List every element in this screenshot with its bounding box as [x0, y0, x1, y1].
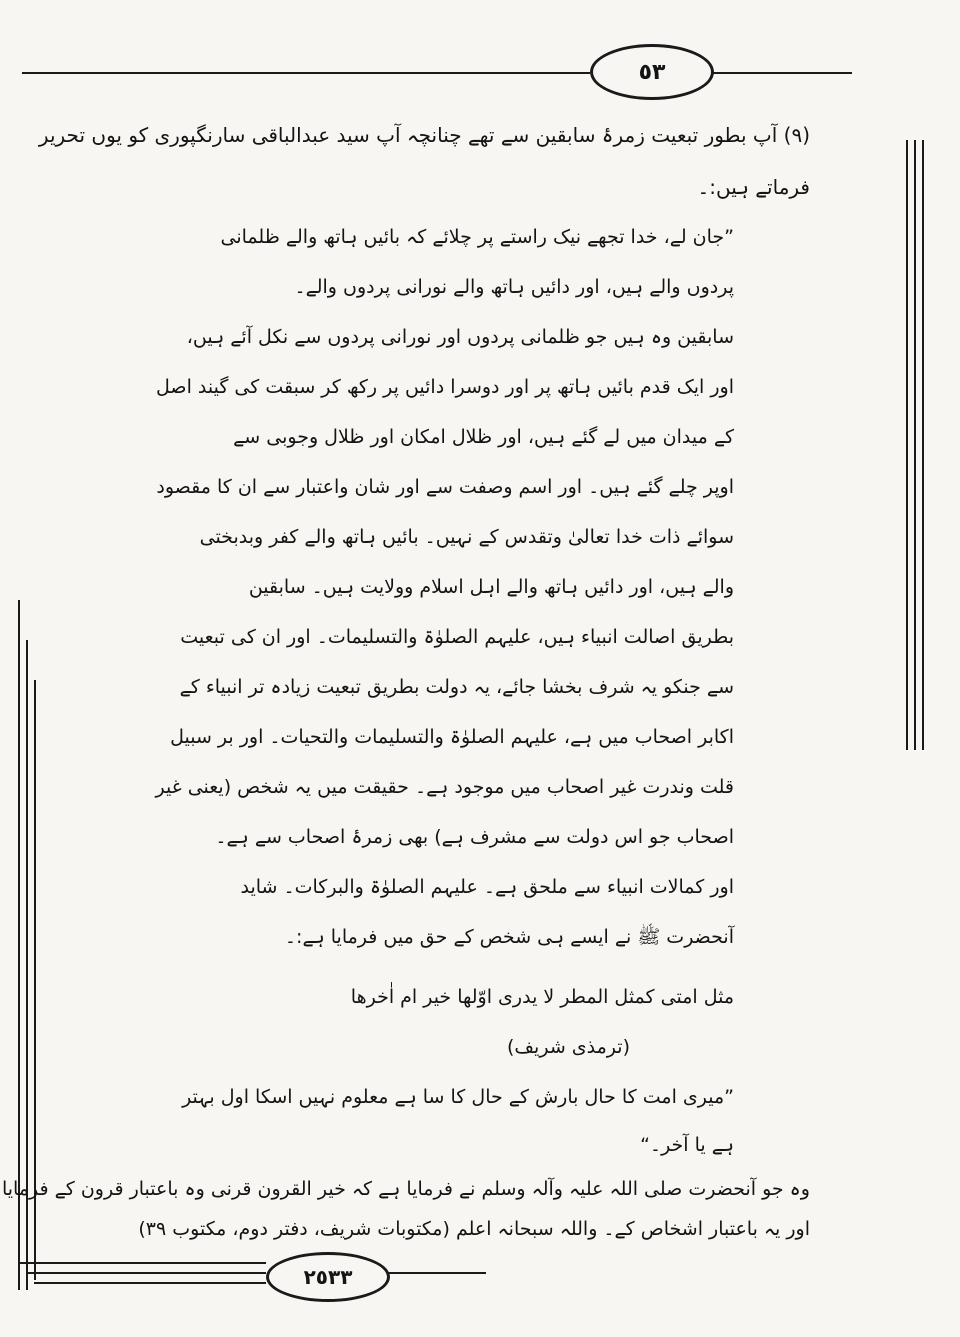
bottom-border-line-1: [18, 1262, 266, 1264]
quote-line: ”جان لے، خدا تجھے نیک راستے پر چلائے کہ بائیں ہاتھ والے ظلمانی: [220, 226, 734, 248]
bottom-border-line-right: [386, 1272, 486, 1274]
quote-line: والے ہیں، اور دائیں ہاتھ والے اہل اسلام وولایت ہیں۔ سابقین: [248, 576, 734, 598]
top-page-number-text: ٥٣: [638, 59, 666, 85]
quote-line: سے جنکو یہ شرف بخشا جائے، یہ دولت بطریق تبعیت زیادہ تر انبیاء کے: [179, 676, 734, 698]
top-border-line: [22, 72, 590, 74]
quote-line: اوپر چلے گئے ہیں۔ اور اسم وصفت سے اور شان واعتبار سے ان کا مقصود: [156, 476, 734, 498]
intro-line: (٩) آپ بطور تبعیت زمرۂ سابقین سے تھے چنانچہ آپ سید عبدالباقی سارنگپوری کو یوں تحریر: [38, 123, 810, 147]
quote-line: اکابر اصحاب میں ہے، علیہم الصلوٰۃ والتسلیمات والتحیات۔ اور بر سبیل: [170, 726, 734, 748]
bottom-page-number: [266, 1252, 390, 1302]
quote-line: سابقین وہ ہیں جو ظلمانی پردوں اور نورانی پردوں سے نکل آئے ہیں،: [186, 326, 734, 348]
bottom-border-line-3: [34, 1282, 266, 1284]
intro-line: فرماتے ہیں:۔: [697, 175, 810, 199]
quote-line: اصحاب جو اس دولت سے مشرف ہے) بھی زمرۂ اصحاب سے ہے۔: [215, 826, 734, 848]
quote-line: سوائے ذات خدا تعالیٰ وتقدس کے نہیں۔ بائیں ہاتھ والے کفر وبدبختی: [199, 526, 734, 548]
quote-line: قلت وندرت غیر اصحاب میں موجود ہے۔ حقیقت میں یہ شخص (یعنی غیر: [155, 776, 734, 798]
top-border-line-right: [712, 72, 852, 74]
conclusion-line: اور یہ باعتبار اشخاص کے۔ واللہ سبحانہ اعلم (مکتوبات شریف، دفتر دوم، مکتوب ٣٩): [138, 1218, 810, 1240]
top-page-number: [590, 44, 714, 100]
right-border-middle: [914, 140, 916, 750]
bottom-border-line-2: [26, 1272, 266, 1274]
translation-line: ”میری امت کا حال بارش کے حال کا سا ہے معلوم نہیں اسکا اول بہتر: [182, 1086, 734, 1108]
quote-line: پردوں والے ہیں، اور دائیں ہاتھ والے نورانی پردوں والے۔: [294, 276, 734, 298]
translation-line: ہے یا آخر۔“: [640, 1134, 734, 1156]
quote-line: آنحضرت ﷺ نے ایسے ہی شخص کے حق میں فرمایا ہے:۔: [284, 926, 734, 948]
bottom-page-number-text: ٢٥٣٣: [303, 1265, 353, 1289]
right-border-outer: [922, 140, 924, 750]
hadith-text: مثل امتی کمثل المطر لا یدری اوّلھا خیر ام اٰخرھا: [350, 986, 734, 1008]
quote-line: کے میدان میں لے گئے ہیں، اور ظلال امکان اور ظلال وجوبی سے: [233, 426, 734, 448]
quote-line: بطریق اصالت انبیاء ہیں، علیہم الصلوٰۃ والتسلیمات۔ اور ان کی تبعیت: [180, 626, 734, 648]
hadith-source: (ترمذی شریف): [506, 1036, 630, 1058]
conclusion-line: وہ جو آنحضرت صلی اللہ علیہ وآلہ وسلم نے فرمایا ہے کہ خیر القرون قرنی وہ باعتبار قرون کے فرمایا: [1, 1178, 810, 1200]
quote-line: اور کمالات انبیاء سے ملحق ہے۔ علیہم الصلوٰۃ والبرکات۔ شاید: [240, 876, 734, 898]
right-border-inner: [906, 140, 908, 750]
quote-line: اور ایک قدم بائیں ہاتھ پر اور دوسرا دائیں پر رکھ کر سبقت کی گیند اصل: [156, 376, 734, 398]
